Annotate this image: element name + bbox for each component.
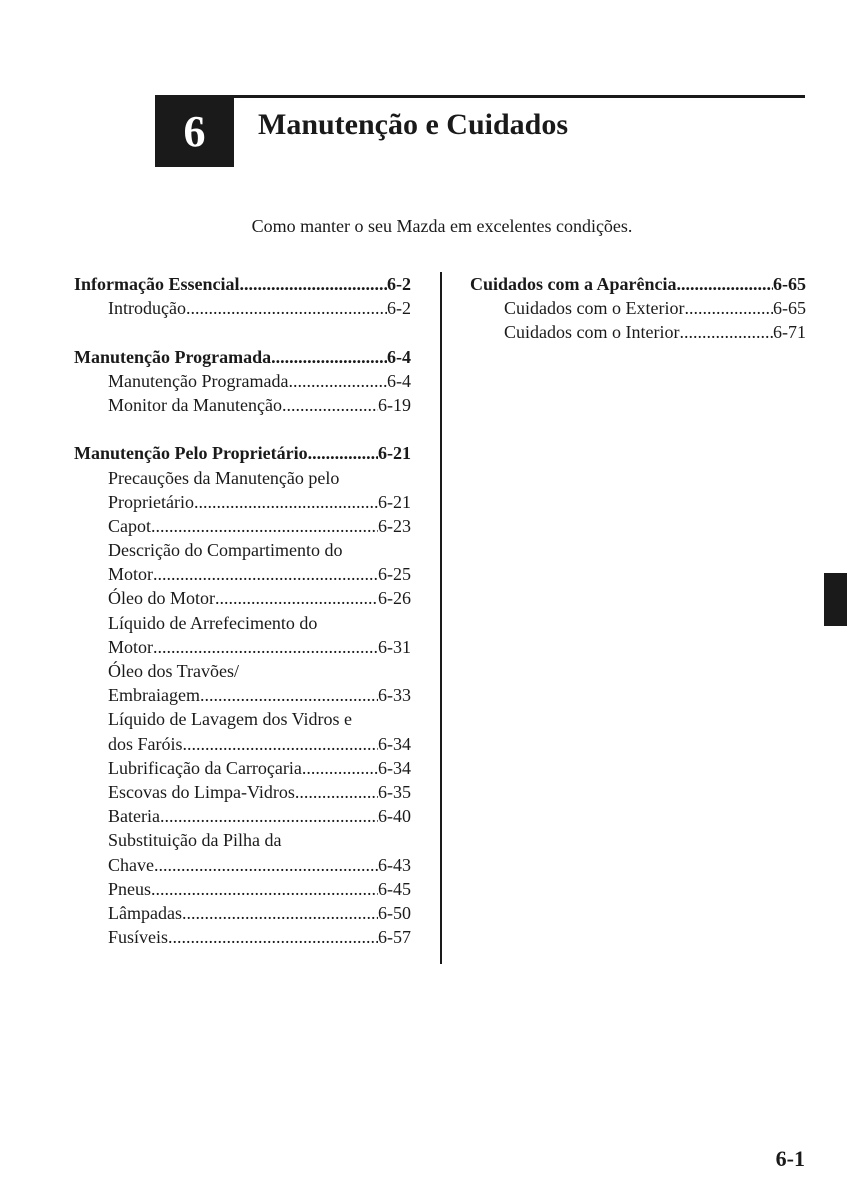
toc-entry-label: Lâmpadas bbox=[108, 902, 182, 923]
toc-page-number: 6-34 bbox=[378, 733, 411, 754]
toc-entry-label: Bateria bbox=[108, 806, 160, 827]
toc-leader-dots bbox=[677, 272, 773, 296]
toc-section bbox=[74, 272, 411, 320]
toc-entry-label-line1: Líquido de Lavagem dos Vidros e bbox=[108, 709, 353, 730]
toc-page-number: 6-31 bbox=[378, 636, 411, 657]
toc-entry[interactable] bbox=[74, 756, 411, 780]
toc-leader-dots bbox=[151, 877, 378, 901]
toc-heading-label: Manutenção Programada bbox=[74, 346, 272, 367]
column-divider bbox=[440, 272, 442, 964]
toc-leader-dots bbox=[153, 562, 378, 586]
toc-leader-dots bbox=[302, 756, 378, 780]
toc-section bbox=[470, 272, 806, 345]
toc-entry-label-line1: Substituição da Pilha da bbox=[108, 830, 282, 851]
toc-leader-dots bbox=[160, 804, 378, 828]
toc-entry-label-line1: Óleo dos Travões/ bbox=[108, 661, 240, 681]
toc-heading-label: Cuidados com a Aparência bbox=[470, 274, 677, 294]
toc-page-number: 6-57 bbox=[378, 927, 411, 948]
toc-page-number: 6-40 bbox=[378, 806, 411, 827]
toc-entry-label-line1: Líquido de Arrefecimento do bbox=[108, 612, 318, 633]
page-number: 6-1 bbox=[775, 1146, 805, 1171]
toc-leader-dots bbox=[154, 853, 378, 877]
toc-entry[interactable] bbox=[74, 780, 411, 804]
toc-page-number: 6-21 bbox=[378, 443, 411, 464]
toc-entry[interactable] bbox=[74, 393, 411, 417]
toc-right-column bbox=[470, 272, 806, 369]
toc-entry[interactable] bbox=[74, 877, 411, 901]
toc-leader-dots bbox=[200, 683, 378, 707]
toc-leader-dots bbox=[684, 296, 773, 320]
toc-page-number: 6-2 bbox=[387, 298, 411, 319]
toc-entry-label-line1: Descrição do Compartimento do bbox=[108, 540, 343, 561]
toc-entry[interactable] bbox=[470, 296, 806, 320]
toc-leader-dots bbox=[295, 780, 378, 804]
toc-entry-label: Fusíveis bbox=[108, 927, 169, 948]
toc-entry[interactable] bbox=[74, 683, 411, 707]
toc-section bbox=[74, 345, 411, 418]
toc-entry[interactable] bbox=[74, 635, 411, 659]
toc-entry[interactable] bbox=[470, 320, 806, 344]
toc-entry-label: Cuidados com o Interior bbox=[504, 322, 680, 343]
toc-page-number: 6-65 bbox=[773, 298, 806, 319]
toc-entry-label: Manutenção Programada bbox=[108, 370, 289, 391]
toc-heading-label: Informação Essencial bbox=[74, 274, 240, 294]
toc-entry-label: Cuidados com o Exterior bbox=[504, 298, 685, 319]
toc-section-heading[interactable] bbox=[74, 441, 411, 465]
toc-entry[interactable] bbox=[74, 804, 411, 828]
toc-leader-dots bbox=[194, 490, 378, 514]
toc-heading-label: Manutenção Pelo Proprietário bbox=[74, 443, 308, 464]
toc-page-number: 6-4 bbox=[387, 370, 411, 391]
toc-page-number: 6-65 bbox=[773, 274, 806, 294]
toc-page-number: 6-23 bbox=[378, 515, 411, 536]
toc-entry[interactable] bbox=[74, 490, 411, 514]
toc-entry[interactable] bbox=[74, 296, 411, 320]
chapter-number: 6 bbox=[183, 106, 206, 156]
toc-entry-label: Embraiagem bbox=[108, 685, 200, 706]
chapter-header-rule bbox=[155, 95, 805, 98]
toc-entry[interactable] bbox=[74, 369, 411, 393]
toc-page-number: 6-4 bbox=[387, 346, 411, 367]
toc-entry-label: Motor bbox=[108, 564, 153, 585]
toc-page-number: 6-50 bbox=[378, 902, 411, 923]
chapter-subtitle: Como manter o seu Mazda em excelentes condições. bbox=[251, 216, 633, 236]
toc-leader-dots bbox=[153, 635, 378, 659]
toc-section-heading[interactable] bbox=[470, 272, 806, 296]
toc-entry[interactable] bbox=[74, 732, 411, 756]
toc-leader-dots bbox=[288, 369, 387, 393]
toc-entry-label: Chave bbox=[108, 854, 154, 875]
toc-entry-label: Monitor da Manutenção bbox=[108, 394, 282, 415]
chapter-number-box bbox=[155, 95, 234, 167]
toc-leader-dots bbox=[282, 393, 378, 417]
toc-leader-dots bbox=[308, 441, 378, 465]
toc-leader-dots bbox=[182, 901, 378, 925]
toc-entry[interactable] bbox=[74, 514, 411, 538]
toc-page-number: 6-33 bbox=[378, 685, 411, 706]
toc-entry-label: Motor bbox=[108, 636, 153, 657]
toc-entry-label: dos Faróis bbox=[108, 733, 183, 754]
toc-entry-label: Escovas do Limpa-Vidros bbox=[108, 781, 295, 802]
toc-section-heading[interactable] bbox=[74, 345, 411, 369]
toc-page-number: 6-43 bbox=[378, 854, 411, 875]
toc-page-number: 6-25 bbox=[378, 564, 411, 585]
toc-leader-dots bbox=[271, 345, 387, 369]
toc-entry-label: Óleo do Motor bbox=[108, 588, 215, 609]
toc-section-heading[interactable] bbox=[74, 272, 411, 296]
toc-entry-label: Pneus bbox=[108, 878, 152, 899]
toc-leader-dots bbox=[215, 586, 378, 610]
toc-leader-dots bbox=[679, 320, 773, 344]
chapter-title: Manutenção e Cuidados bbox=[258, 108, 569, 141]
toc-page-number: 6-26 bbox=[378, 588, 411, 609]
toc-section bbox=[74, 441, 411, 949]
toc-entry-label: Proprietário bbox=[108, 491, 194, 512]
toc-page-number: 6-21 bbox=[378, 491, 411, 512]
toc-leader-dots bbox=[183, 732, 378, 756]
toc-page-number: 6-2 bbox=[387, 274, 411, 294]
toc-page-number: 6-35 bbox=[378, 781, 411, 802]
toc-page-number: 6-34 bbox=[378, 757, 411, 778]
toc-entry-label-line1: Precauções da Manutenção pelo bbox=[108, 467, 340, 488]
toc-entry[interactable] bbox=[74, 901, 411, 925]
toc-entry-label: Introdução bbox=[108, 298, 186, 319]
toc-leader-dots bbox=[168, 925, 378, 949]
toc-entry[interactable] bbox=[74, 562, 411, 586]
toc-entry-label: Capot bbox=[108, 515, 151, 536]
toc-leader-dots bbox=[186, 296, 387, 320]
chapter-thumb-tab bbox=[824, 573, 847, 626]
toc-page-number: 6-19 bbox=[378, 394, 411, 415]
toc-entry-label: Lubrificação da Carroçaria bbox=[108, 757, 302, 778]
toc-leader-dots bbox=[240, 272, 388, 296]
toc-entry[interactable] bbox=[74, 586, 411, 610]
toc-leader-dots bbox=[151, 514, 378, 538]
toc-page-number: 6-71 bbox=[773, 322, 806, 343]
toc-entry[interactable] bbox=[74, 853, 411, 877]
toc-page-number: 6-45 bbox=[378, 878, 411, 899]
toc-left-column bbox=[74, 272, 411, 973]
toc-entry[interactable] bbox=[74, 925, 411, 949]
